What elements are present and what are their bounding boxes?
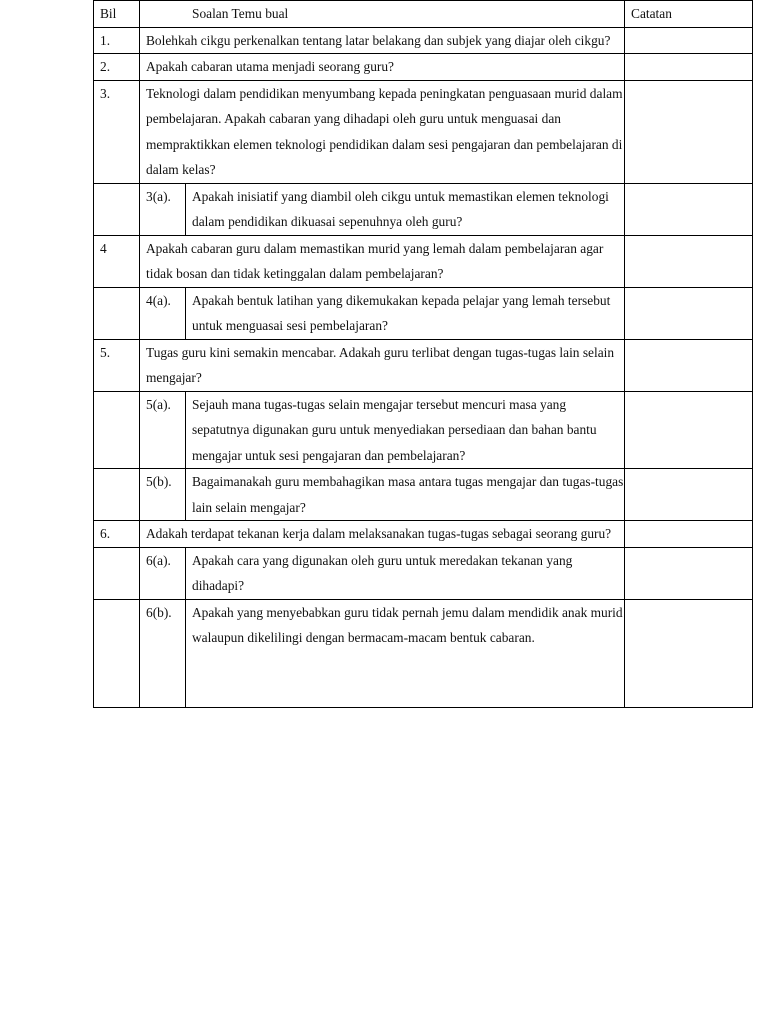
table-row <box>94 235 753 287</box>
header-question <box>140 1 625 28</box>
subquestion-label: 6(a). <box>140 547 186 599</box>
row-number-empty <box>94 547 140 599</box>
notes-cell <box>625 391 753 469</box>
notes-cell <box>625 547 753 599</box>
table-subrow <box>94 391 753 469</box>
notes-cell <box>625 339 753 391</box>
row-number: 1. <box>94 27 140 54</box>
notes-cell <box>625 27 753 54</box>
subquestion-label: 5(a). <box>140 391 186 469</box>
table-row <box>94 54 753 81</box>
subquestion-label: 3(a). <box>140 183 186 235</box>
table-row <box>94 80 753 183</box>
question-text: Apakah cabaran utama menjadi seorang guru? <box>140 54 625 81</box>
row-number-empty <box>94 391 140 469</box>
interview-questions-table <box>93 0 753 708</box>
question-text: Apakah cabaran guru dalam memastikan murid yang lemah dalam pembelajaran agar tidak bosan dan tidak ketinggalan dalam pembelajaran? <box>140 235 625 287</box>
question-text: Bolehkah cikgu perkenalkan tentang latar belakang dan subjek yang diajar oleh cikgu? <box>140 27 625 54</box>
subquestion-label: 5(b). <box>140 469 186 521</box>
row-number: 6. <box>94 521 140 548</box>
row-number-empty <box>94 287 140 339</box>
table-row <box>94 521 753 548</box>
row-number: 3. <box>94 80 140 183</box>
table-row <box>94 339 753 391</box>
row-number: 2. <box>94 54 140 81</box>
subquestion-label: 4(a). <box>140 287 186 339</box>
table-subrow <box>94 469 753 521</box>
row-number-empty <box>94 183 140 235</box>
question-text: Adakah terdapat tekanan kerja dalam melaksanakan tugas-tugas sebagai seorang guru? <box>140 521 625 548</box>
notes-cell <box>625 80 753 183</box>
subquestion-text: Apakah bentuk latihan yang dikemukakan kepada pelajar yang lemah tersebut untuk menguasai sesi pembelajaran? <box>186 287 625 339</box>
subquestion-text: Apakah yang menyebabkan guru tidak pernah jemu dalam mendidik anak murid walaupun dikelilingi dengan bermacam-macam bentuk cabaran. <box>186 599 625 707</box>
subquestion-text: Bagaimanakah guru membahagikan masa antara tugas mengajar dan tugas-tugas lain selain mengajar? <box>186 469 625 521</box>
table-subrow <box>94 547 753 599</box>
subquestion-text: Apakah inisiatif yang diambil oleh cikgu untuk memastikan elemen teknologi dalam pendidikan dikuasai sepenuhnya oleh guru? <box>186 183 625 235</box>
table-subrow <box>94 287 753 339</box>
row-number: 5. <box>94 339 140 391</box>
table-row <box>94 27 753 54</box>
row-number-empty <box>94 599 140 707</box>
notes-cell <box>625 521 753 548</box>
notes-cell <box>625 183 753 235</box>
header-question-text: Soalan Temu bual <box>192 6 289 21</box>
notes-cell <box>625 235 753 287</box>
row-number: 4 <box>94 235 140 287</box>
notes-cell <box>625 599 753 707</box>
notes-cell <box>625 287 753 339</box>
notes-cell <box>625 54 753 81</box>
question-text: Teknologi dalam pendidikan menyumbang kepada peningkatan penguasaan murid dalam pembelajaran. Apakah cabaran yang dihadapi oleh guru untuk menguasai dan mempraktikkan elemen teknologi pendidikan dalam sesi pengajaran dan pembelajaran di dalam kelas? <box>140 80 625 183</box>
subquestion-text: Sejauh mana tugas-tugas selain mengajar tersebut mencuri masa yang sepatutnya digunakan guru untuk menyediakan persediaan dan bahan bantu mengajar untuk sesi pengajaran dan pembelajaran? <box>186 391 625 469</box>
subquestion-text: Apakah cara yang digunakan oleh guru untuk meredakan tekanan yang dihadapi? <box>186 547 625 599</box>
table-subrow <box>94 599 753 707</box>
notes-cell <box>625 469 753 521</box>
table-header-row <box>94 1 753 28</box>
row-number-empty <box>94 469 140 521</box>
header-notes: Catatan <box>625 1 753 28</box>
subquestion-label: 6(b). <box>140 599 186 707</box>
question-text: Tugas guru kini semakin mencabar. Adakah guru terlibat dengan tugas-tugas lain selain mengajar? <box>140 339 625 391</box>
table-subrow <box>94 183 753 235</box>
header-bil: Bil <box>94 1 140 28</box>
